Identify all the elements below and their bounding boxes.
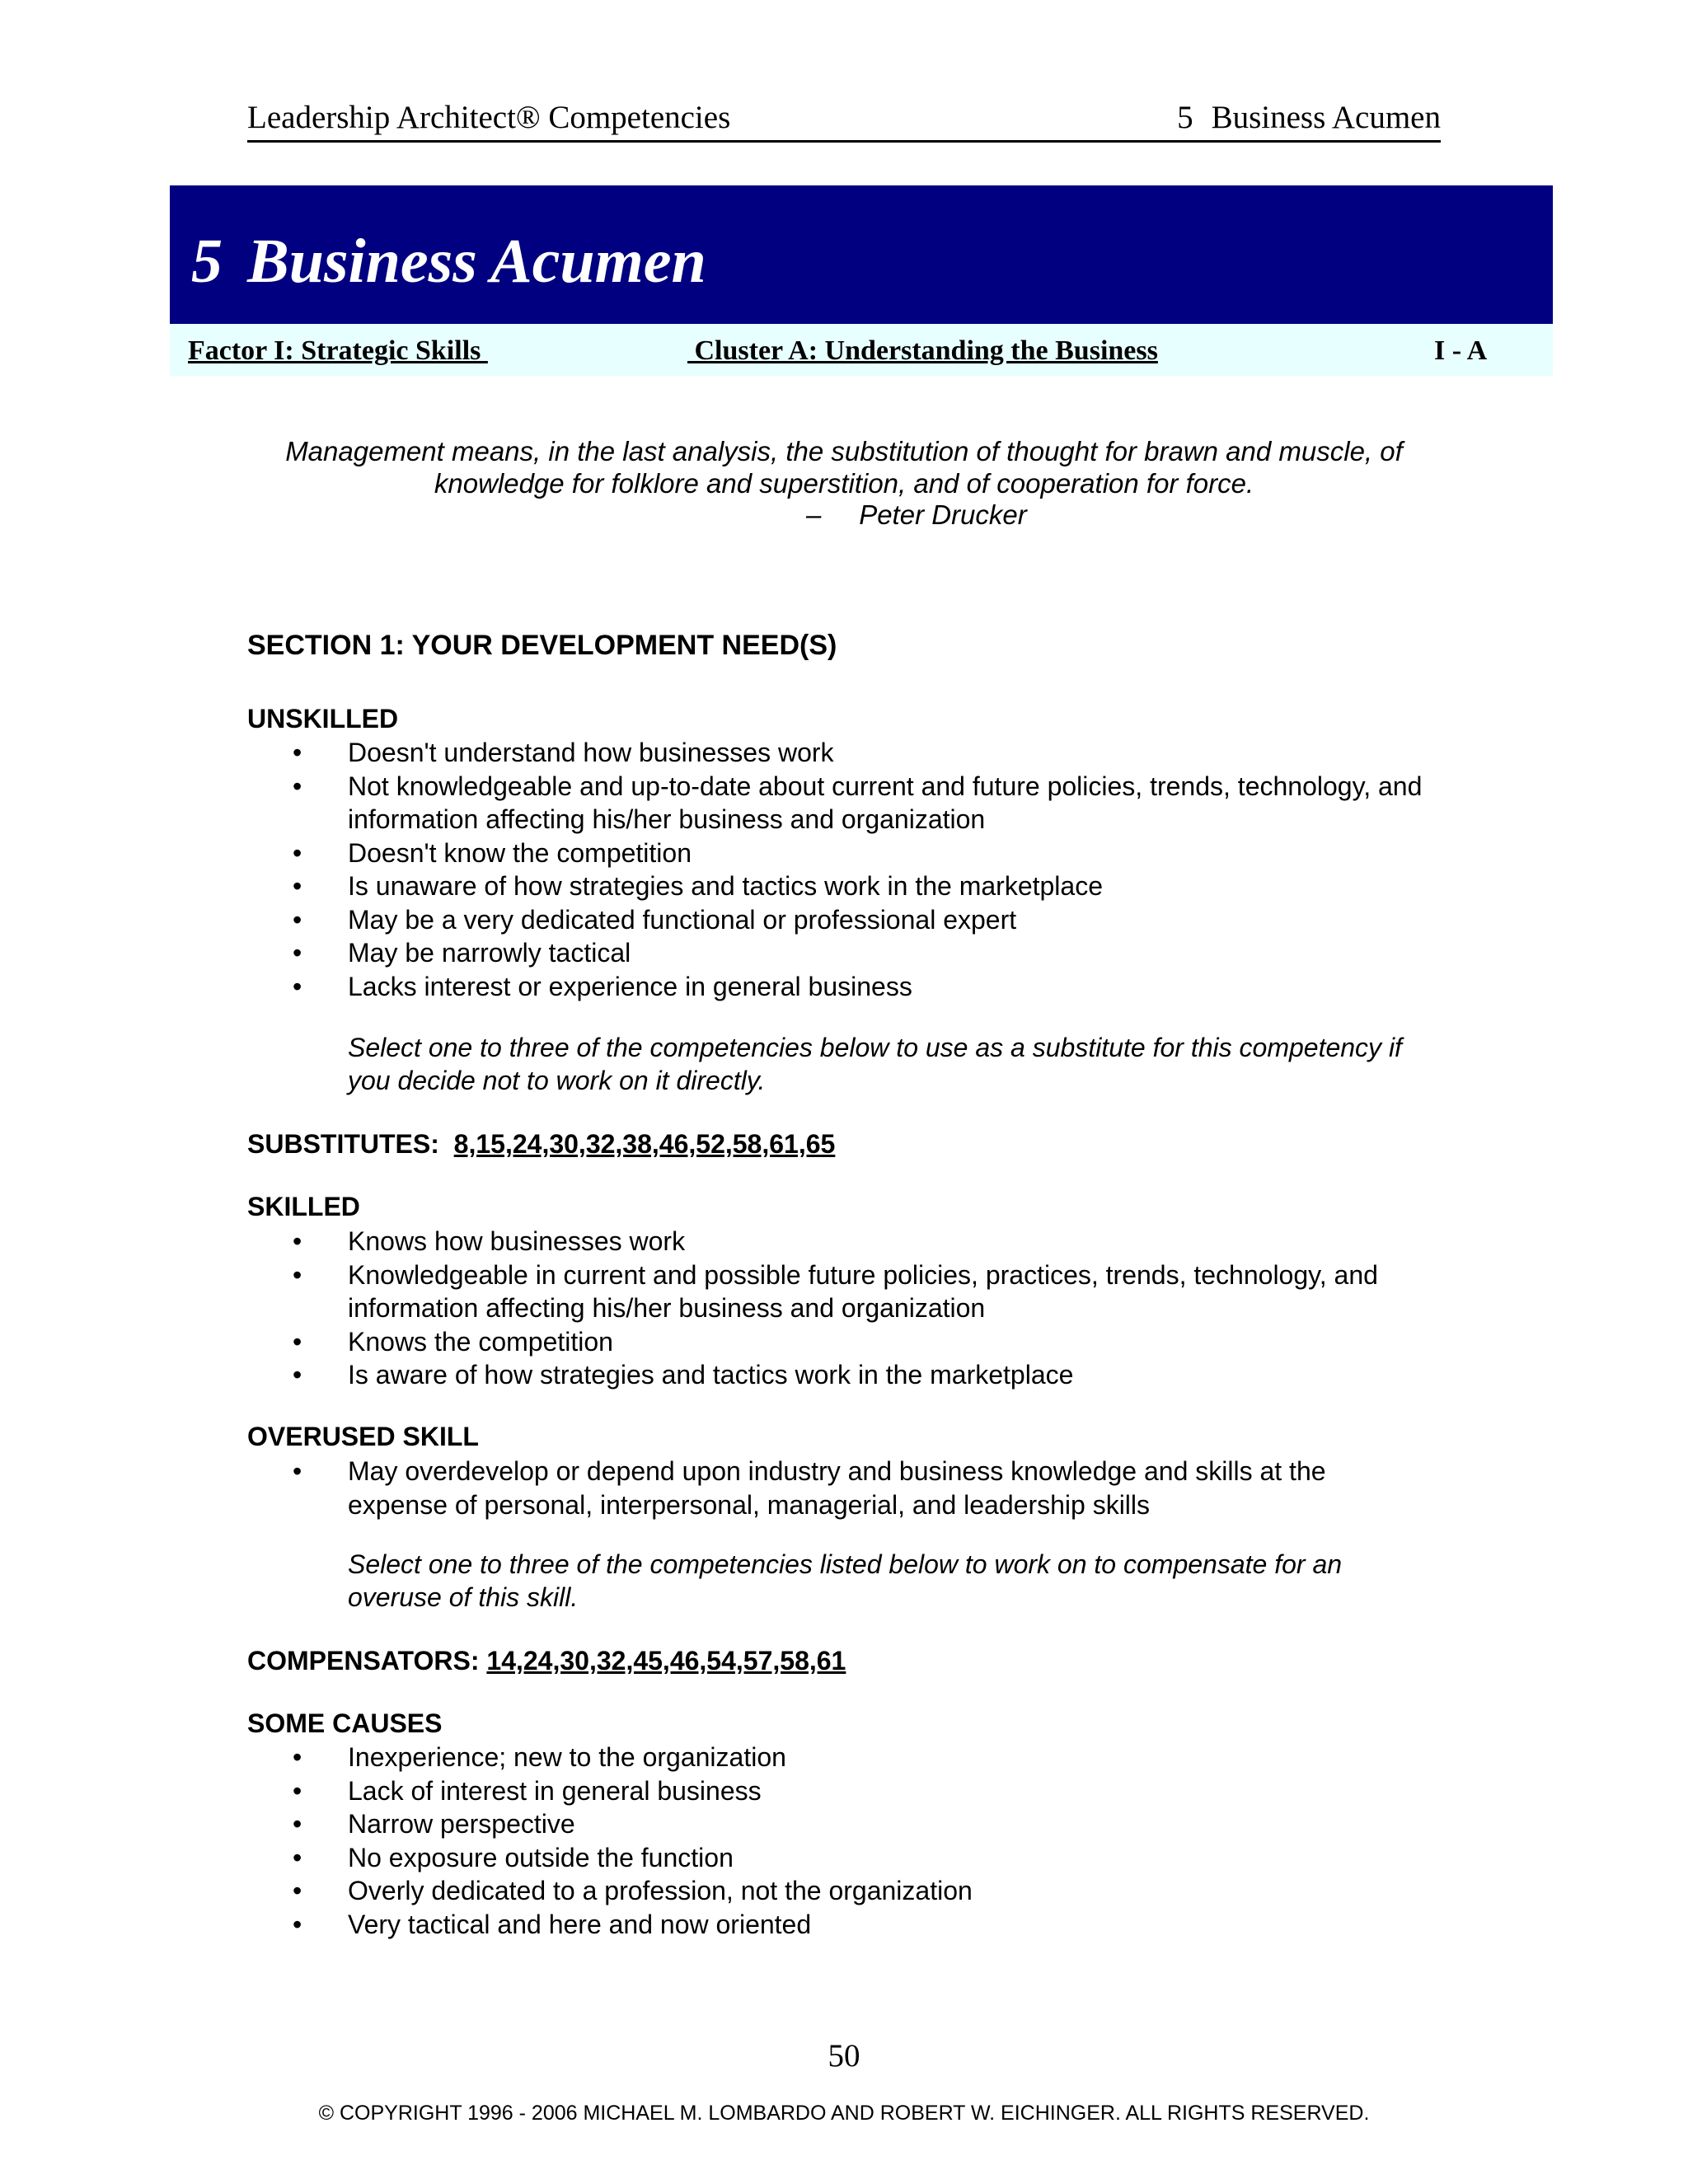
copyright-notice: © COPYRIGHT 1996 - 2006 MICHAEL M. LOMBARDO AND ROBERT W. EICHINGER. ALL RIGHTS RESERVED. — [318, 2102, 1370, 2125]
section-heading: SECTION 1: YOUR DEVELOPMENT NEED(S) — [247, 630, 837, 661]
list-item: • Knows how businesses work — [247, 1225, 1441, 1258]
running-header-number: 5 — [1177, 100, 1193, 135]
title-banner — [170, 185, 1553, 324]
list-item: • May overdevelop or depend upon industry and business knowledge and skills at the expense of personal, interpersonal, managerial, and leadership skills — [247, 1455, 1401, 1521]
competency-number: 5 — [191, 227, 223, 296]
page-number: 50 — [828, 2038, 860, 2074]
running-header-title: Business Acumen — [1211, 100, 1441, 135]
skilled-label: SKILLED — [247, 1192, 360, 1221]
list-item: • Lack of interest in general business — [247, 1774, 1441, 1808]
list-item: • Knowledgeable in current and possible future policies, practices, trends, technology, and information affecting his/her business and organization — [247, 1258, 1441, 1325]
quote-text: Management means, in the last analysis, the substitution of thought for brawn and muscle, of knowledge for folklore and superstition, and of cooperation for force. — [285, 436, 1403, 499]
causes-list — [247, 1741, 1441, 1941]
running-header-right — [1177, 99, 1441, 136]
list-item: • May be narrowly tactical — [247, 936, 1441, 970]
list-item: • Is unaware of how strategies and tactics work in the marketplace — [247, 869, 1441, 903]
quote-author: – Peter Drucker — [806, 499, 1027, 530]
list-item: • Not knowledgeable and up-to-date about current and future policies, trends, technology, and information affecting his/her business and organization — [247, 770, 1441, 837]
compensators-note: Select one to three of the competencies listed below to work on to compensate for an overuse of this skill. — [348, 1549, 1343, 1612]
list-item: • Narrow perspective — [247, 1807, 1441, 1841]
cluster-code: I - A — [1434, 335, 1488, 366]
unskilled-label: UNSKILLED — [247, 704, 399, 733]
compensators-label: COMPENSATORS: — [247, 1646, 480, 1675]
page-title — [191, 227, 706, 296]
causes-label: SOME CAUSES — [247, 1708, 443, 1738]
unskilled-list — [247, 736, 1441, 1003]
overused-label: OVERUSED SKILL — [247, 1422, 479, 1451]
competency-title: Business Acumen — [247, 227, 706, 296]
list-item: • Lacks interest or experience in general business — [247, 970, 1441, 1004]
overused-list — [247, 1455, 1401, 1521]
running-header-left: Leadership Architect® Competencies — [247, 100, 731, 135]
list-item: • Knows the competition — [247, 1325, 1441, 1359]
factor-label: Factor I: Strategic Skills — [188, 335, 488, 366]
substitutes-line — [247, 1129, 835, 1160]
running-header — [247, 92, 1441, 143]
cluster-label: Cluster A: Understanding the Business — [687, 335, 1158, 366]
list-item: • May be a very dedicated functional or professional expert — [247, 903, 1441, 937]
list-item: • Is aware of how strategies and tactics work in the marketplace — [247, 1358, 1441, 1392]
list-item: • Inexperience; new to the organization — [247, 1741, 1441, 1774]
list-item: • No exposure outside the function — [247, 1841, 1441, 1875]
list-item: • Doesn't understand how businesses work — [247, 736, 1441, 770]
substitutes-note: Select one to three of the competencies below to use as a substitute for this competency if you decide not to work on it directly. — [348, 1033, 1402, 1095]
compensators-line — [247, 1646, 846, 1676]
list-item: • Very tactical and here and now oriented — [247, 1908, 1441, 1942]
skilled-list — [247, 1225, 1441, 1392]
factor-bar — [170, 324, 1553, 376]
substitutes-label: SUBSTITUTES: — [247, 1129, 439, 1159]
list-item: • Doesn't know the competition — [247, 837, 1441, 870]
list-item: • Overly dedicated to a profession, not the organization — [247, 1874, 1441, 1908]
compensators-values: 14,24,30,32,45,46,54,57,58,61 — [486, 1646, 846, 1675]
substitutes-values: 8,15,24,30,32,38,46,52,58,61,65 — [453, 1129, 836, 1159]
